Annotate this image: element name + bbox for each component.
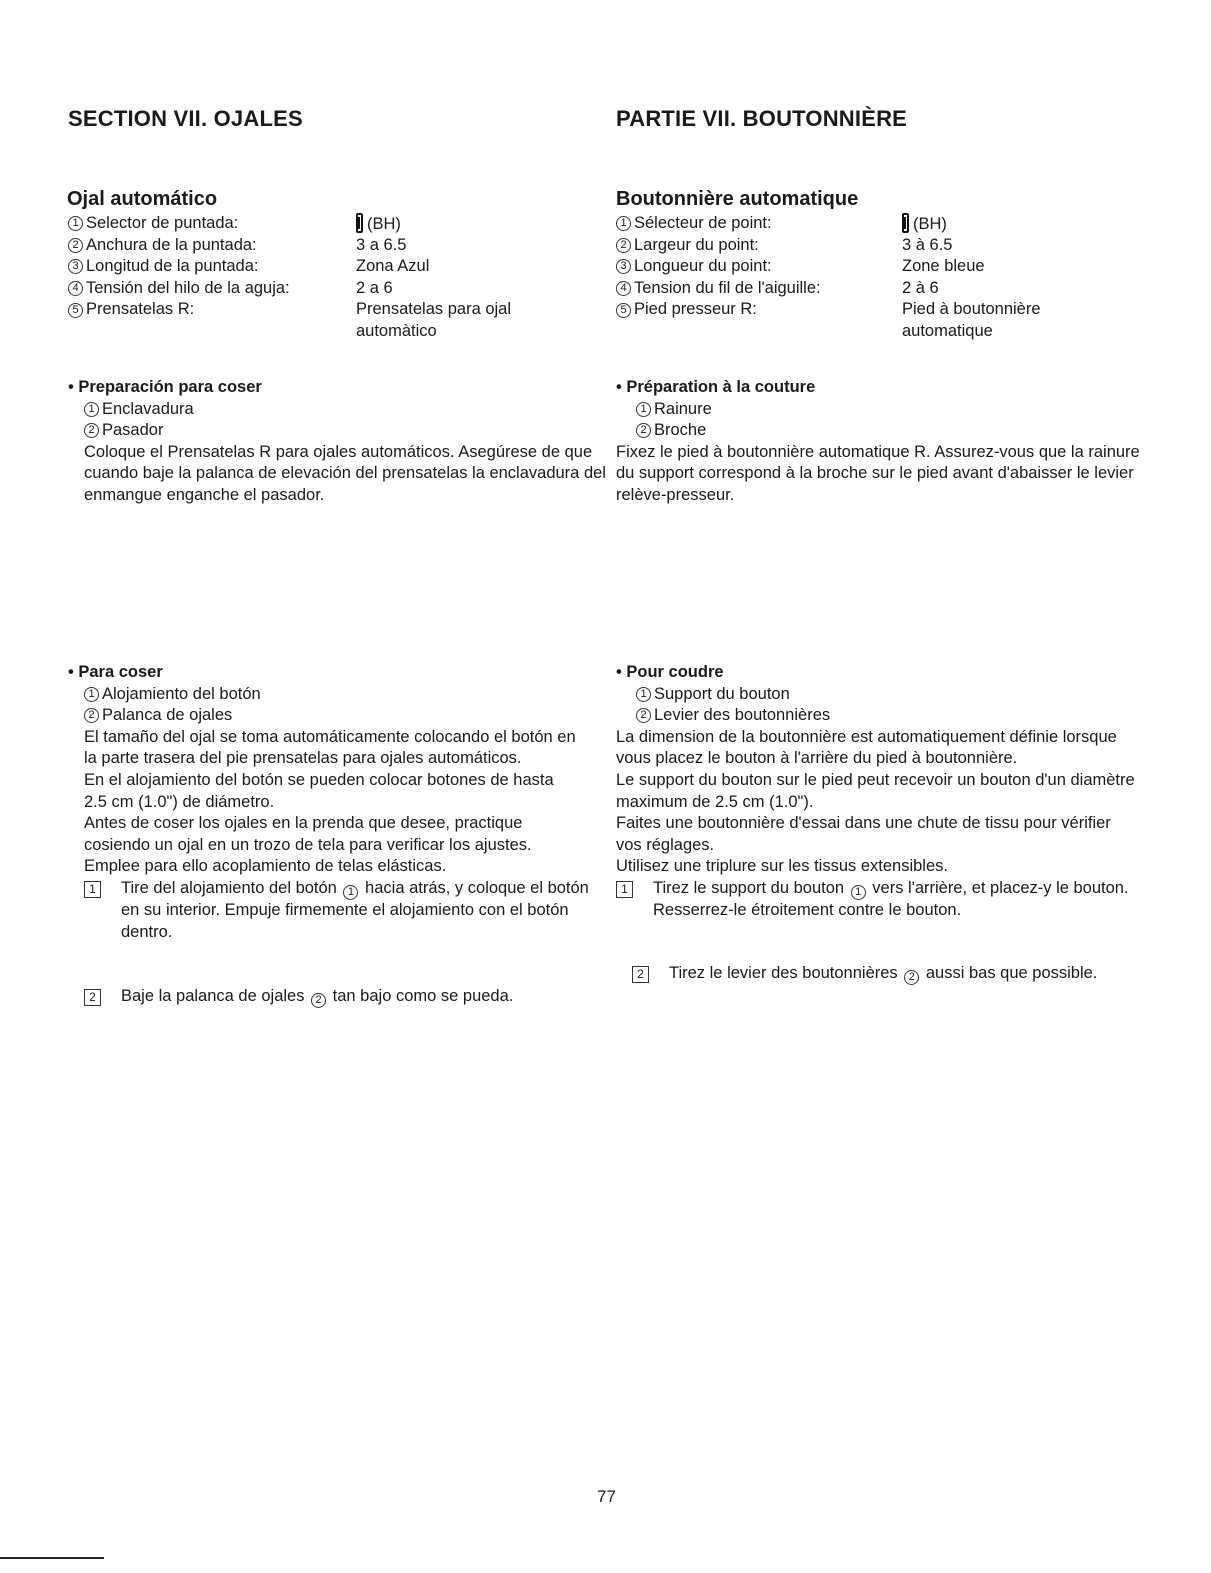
setting-label: Tension du fil de l'aiguille: [634,278,821,297]
sew-section-fr [616,662,1176,922]
sew-paragraphs-es [68,727,576,878]
sew-paragraph: Antes de coser los ojales en la prenda que desee, practique cosiendo un ojal en un trozo de tela para verificar los ajustes. Emplee para ello acoplamiento de telas elásticas. [84,814,532,876]
prep-item-text: Enclavadura [102,399,194,418]
step-text-before: Tirez le support du bouton [653,878,845,897]
step-number: 1 [84,881,101,898]
subtitle-fr: Boutonnière automatique [616,188,859,210]
sew-paragraph: En el alojamiento del botón se pueden colocar botones de hasta 2.5 cm (1.0") de diámetro. [84,770,554,811]
sew-title-es: • Para coser [68,663,163,681]
sew-paragraph: La dimension de la boutonnière est automatiquement définie lorsque vous placez le bouton à l'arrière du pied à boutonnière. [616,727,1117,768]
prep-item-text: Broche [654,421,707,440]
setting-value: Zona Azul [356,257,430,276]
circled-number: 4 [616,281,631,296]
circled-number: 5 [616,303,631,318]
circled-number: 5 [68,303,83,318]
page-number: 77 [597,1487,616,1506]
circled-number: 2 [68,238,83,253]
circled-number: 2 [84,423,99,438]
setting-label: Sélecteur de point: [634,214,772,232]
section-title-fr: PARTIE VII. BOUTONNIÈRE [616,106,908,131]
circled-number: 4 [68,281,83,296]
prep-item-text: Pasador [102,421,164,440]
prep-item [68,399,608,421]
circled-number: 1 [616,216,631,231]
setting-row [616,278,1116,300]
step-text-after: tan bajo como se pueda. [332,987,514,1005]
sew-title-text: Pour coudre [626,663,724,681]
footer-rule [0,1557,104,1559]
prep-paragraph-es: Coloque el Prensatelas R para ojales automáticos. Asegúrese de que cuando baje la palanca de elevación del prensatelas la enclavadura del enmangue enganche el pasador. [84,442,606,504]
setting-label: Prensatelas R: [86,300,195,319]
prep-title-es: • Preparación para coser [68,378,262,396]
circled-number: 1 [636,402,651,417]
setting-label: Longitud de la puntada: [86,257,259,276]
sew-item-text: Support du bouton [654,684,790,703]
setting-row [616,235,1116,257]
circled-number: 1 [636,687,651,702]
step-1-fr [616,878,1146,922]
step-text [669,963,1097,985]
buttonhole-bh-icon [356,213,363,233]
sew-item [68,684,608,706]
circled-number: 1 [851,885,866,900]
prep-title-fr: • Préparation à la couture [616,378,816,396]
setting-value: 3 à 6.5 [902,235,953,254]
step-text-after: aussi bas que possible. [925,964,1098,982]
step-text-after: vers l'arrière, et placez-y le bouton. Resserrez-le étroitement contre le bouton. [653,878,1129,919]
setting-label: Pied presseur R: [634,300,757,319]
prep-item [68,420,608,442]
prep-title-text: Preparación para coser [78,378,262,396]
setting-row [68,299,568,342]
step-text [121,878,604,943]
prep-item [616,420,1176,442]
sew-title-fr: • Pour coudre [616,663,724,681]
settings-list-es [68,213,568,343]
setting-value: Prensatelas para ojal automàtico [356,300,512,340]
setting-label: Tensión del hilo de la aguja: [86,278,290,297]
prep-title-text: Préparation à la couture [626,378,816,396]
setting-row [616,256,1116,278]
sew-paragraph: Le support du bouton sur le pied peut recevoir un bouton d'un diamètre maximum de 2.5 cm (1.0"). [616,770,1135,811]
sew-paragraphs-fr [616,727,1136,878]
setting-label: Largeur du point: [634,235,759,254]
sew-item-text: Palanca de ojales [102,706,233,725]
sew-section-es [68,662,608,943]
setting-value: Pied à boutonnière automatique [902,300,1041,340]
setting-value: 2 à 6 [902,278,939,297]
prep-item [616,399,1176,421]
circled-number: 2 [616,238,631,253]
step-number: 1 [616,881,633,898]
step-2-fr [632,963,1172,985]
sew-item-text: Alojamiento del botón [102,684,261,703]
sew-paragraph: Faites une boutonnière d'essai dans une chute de tissu pour vérifier vos réglages. [616,814,1111,854]
step-number: 2 [632,966,649,983]
sew-title-text: Para coser [78,663,163,681]
setting-value: 3 a 6.5 [356,235,407,254]
sew-paragraph: El tamaño del ojal se toma automáticamente colocando el botón en la parte trasera del pie prensatelas para ojales automáticos. [84,727,576,768]
setting-row [68,235,568,257]
setting-row [68,256,568,278]
prep-item-text: Rainure [654,399,712,418]
setting-row [616,299,1116,342]
circled-number: 2 [84,708,99,723]
circled-number: 2 [636,708,651,723]
step-text-before: Tire del alojamiento del botón [121,878,337,897]
setting-value: Zone bleue [902,257,985,276]
step-number: 2 [84,989,101,1006]
circled-number: 3 [616,259,631,274]
setting-label: Longueur du point: [634,257,772,276]
step-text-before: Baje la palanca de ojales [121,987,305,1005]
subtitle-es: Ojal automático [67,188,218,210]
setting-row [616,213,1116,235]
step-text-before: Tirez le levier des boutonnières [669,964,898,982]
setting-row [68,213,568,235]
step-text [653,878,1146,922]
buttonhole-bh-icon [902,213,909,233]
circled-number: 1 [84,402,99,417]
setting-value: 2 a 6 [356,278,393,297]
circled-number: 3 [68,259,83,274]
circled-number: 1 [343,885,358,900]
sew-item [68,705,608,727]
sew-item-text: Levier des boutonnières [654,706,831,725]
setting-label: Anchura de la puntada: [86,235,257,254]
circled-number: 2 [904,970,919,985]
section-title-es: SECTION VII. OJALES [68,106,303,131]
setting-value: (BH) [913,215,947,233]
circled-number: 2 [311,993,326,1008]
circled-number: 2 [636,423,651,438]
circled-number: 1 [68,216,83,231]
prep-section-es [68,377,608,507]
circled-number: 1 [84,687,99,702]
setting-row [68,278,568,300]
sew-paragraph: Utilisez une triplure sur les tissus extensibles. [616,857,948,876]
prep-paragraph-fr: Fixez le pied à boutonnière automatique R. Assurez-vous que la rainure du support correspond à la broche sur le pied avant d'abaisser le levier relève-presseur. [616,442,1140,504]
sew-item [616,684,1176,706]
setting-label: Selector de puntada: [86,214,239,232]
prep-section-fr [616,377,1176,507]
step-1-es [68,878,604,943]
step-2-es [84,986,604,1008]
settings-list-fr [616,213,1116,343]
sew-item [616,705,1176,727]
setting-value: (BH) [367,215,401,233]
step-text [121,986,513,1008]
step-text-after: hacia atrás, y coloque el botón en su interior. Empuje firmemente el alojamiento con el botón dentro. [121,878,589,941]
